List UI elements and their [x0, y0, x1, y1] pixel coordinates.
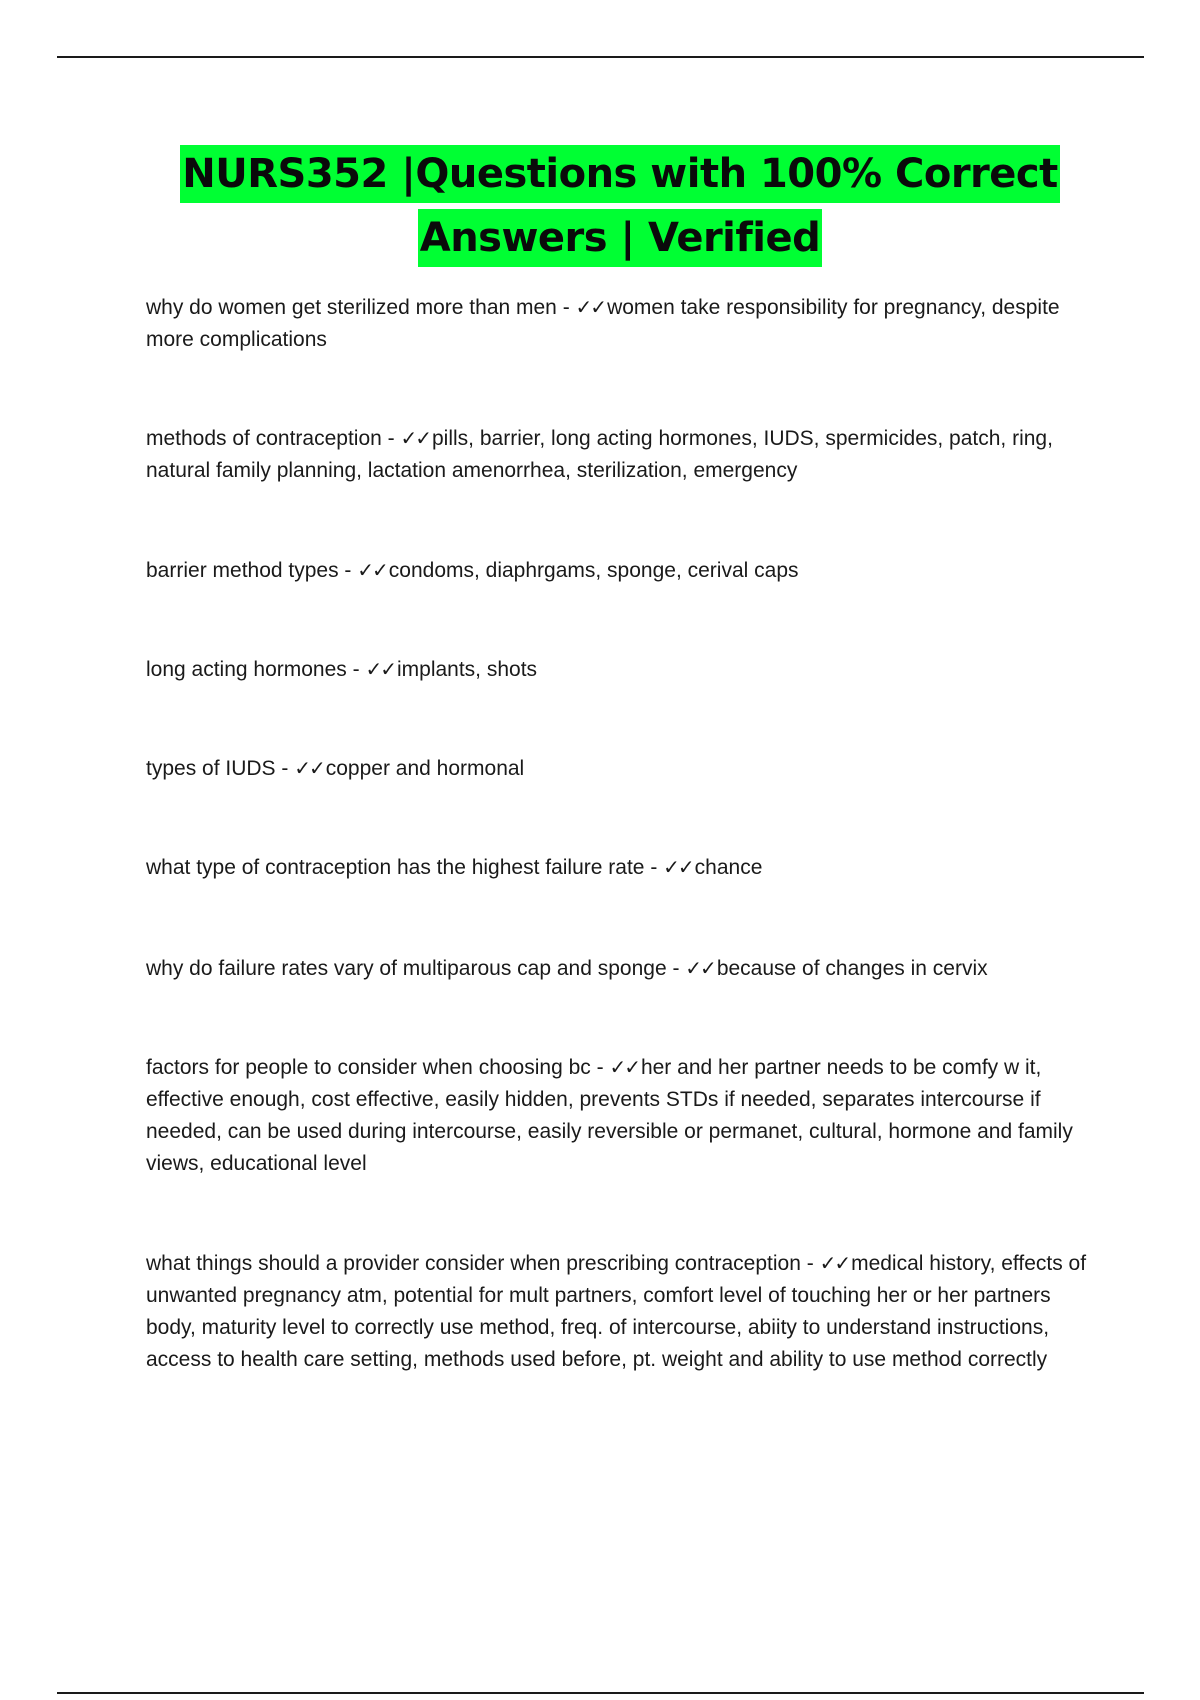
qa-item	[146, 1051, 1091, 1180]
check-icon: ✓✓	[357, 558, 387, 582]
answer-text: her and her partner needs to be comfy w it, effective enough, cost effective, easily hidden, prevents STDs if needed, separates intercourse if needed, can be used during intercourse, easily reversible or permanet, cultural, hormone and family views, educational level	[146, 1056, 1073, 1175]
question-text: why do women get sterilized more than men	[146, 296, 557, 319]
qa-item	[146, 653, 1091, 686]
separator: -	[800, 1252, 820, 1275]
separator: -	[556, 296, 576, 319]
qa-item	[146, 554, 1091, 587]
check-icon: ✓✓	[575, 295, 606, 319]
check-icon: ✓✓	[819, 1251, 850, 1275]
answer-text: copper and hormonal	[325, 757, 525, 780]
separator: -	[666, 957, 686, 980]
answer-text: medical history, effects of unwanted pregnancy atm, potential for mult partners, comfort level of touching her or her partners body, maturity level to correctly use method, freq. of intercourse, abiity to understand instructions, access to health care setting, methods used before, pt. weight and ability to use method correctly	[146, 1252, 1087, 1371]
answer-text: because of changes in cervix	[716, 957, 988, 980]
qa-item	[146, 291, 1091, 356]
question-text: factors for people to consider when choosing bc	[146, 1056, 591, 1079]
qa-item	[146, 1247, 1091, 1376]
qa-item	[146, 422, 1091, 487]
check-icon: ✓✓	[400, 426, 430, 450]
answer-text: chance	[694, 856, 763, 879]
question-text: methods of contraception	[146, 427, 382, 450]
separator: -	[590, 1056, 610, 1079]
question-text: why do failure rates vary of multiparous cap and sponge	[146, 957, 667, 980]
footer-rule	[57, 1692, 1144, 1694]
answer-text: implants, shots	[396, 658, 538, 681]
qa-item	[146, 952, 1091, 985]
separator: -	[644, 856, 664, 879]
check-icon: ✓✓	[294, 756, 324, 780]
qa-item	[146, 752, 1091, 785]
title-line-2: Answers | Verified	[418, 209, 823, 267]
question-text: types of IUDS	[146, 757, 276, 780]
question-text: what type of contraception has the highest failure rate	[146, 856, 645, 879]
answer-text: pills, barrier, long acting hormones, IUDS, spermicides, patch, ring, natural family planning, lactation amenorrhea, sterilization, emergency	[146, 427, 1053, 482]
check-icon: ✓✓	[663, 855, 693, 879]
header-rule	[57, 56, 1144, 58]
separator: -	[346, 658, 366, 681]
separator: -	[381, 427, 401, 450]
question-text: what things should a provider consider when prescribing contraception	[146, 1252, 801, 1275]
title-line-1: NURS352 |Questions with 100% Correct	[180, 145, 1059, 203]
answer-text: women take responsibility for pregnancy, despite more complications	[146, 296, 1060, 351]
answer-text: condoms, diaphrgams, sponge, cerival caps	[388, 559, 799, 582]
separator: -	[338, 559, 358, 582]
check-icon: ✓✓	[365, 657, 395, 681]
check-icon: ✓✓	[609, 1055, 639, 1079]
check-icon: ✓✓	[685, 956, 715, 980]
page-title	[0, 145, 1200, 273]
qa-item	[146, 851, 1091, 884]
question-text: barrier method types	[146, 559, 339, 582]
separator: -	[275, 757, 295, 780]
question-text: long acting hormones	[146, 658, 347, 681]
